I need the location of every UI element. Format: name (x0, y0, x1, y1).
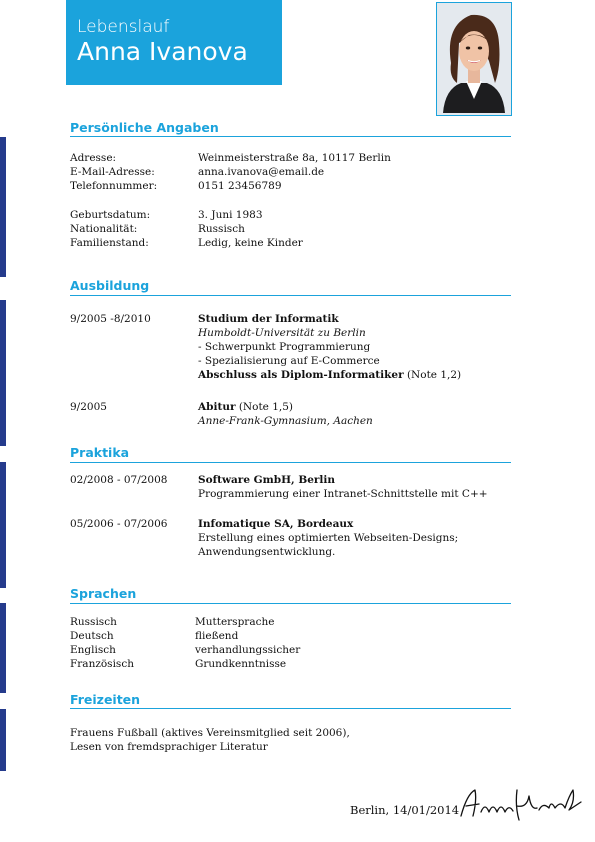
nationality-label: Nationalität: (70, 223, 138, 235)
language-level: Grundkenntnisse (195, 658, 287, 670)
hobby-line: Frauens Fußball (aktives Vereinsmitglied seit 2006), (70, 727, 350, 739)
section-title-internships: Praktika (70, 445, 130, 460)
document-subtitle: Lebenslauf (77, 17, 170, 37)
education-grade: (Note 1,5) (235, 401, 294, 413)
education-title-line (198, 400, 373, 414)
address-value: Weinmeisterstraße 8a, 10117 Berlin (198, 152, 391, 164)
nationality-value: Russisch (198, 223, 245, 235)
education-detail-line: - Spezialisierung auf E-Commerce (198, 355, 380, 367)
handwritten-signature (457, 786, 587, 829)
section-divider (70, 708, 511, 709)
phone-value: 0151 23456789 (198, 180, 282, 192)
place-and-date: Berlin, 14/01/2014 (350, 803, 460, 817)
education-details (198, 312, 461, 382)
language-name: Deutsch (70, 630, 114, 642)
address-label: Adresse: (70, 152, 117, 164)
education-details (198, 400, 373, 428)
section-title-hobbies: Freizeiten (70, 692, 141, 707)
signature-icon (457, 786, 587, 826)
marital-status-label: Familienstand: (70, 237, 149, 249)
education-date: 9/2005 -8/2010 (70, 313, 151, 325)
internship-company: Software GmbH, Berlin (198, 474, 336, 486)
sidebar-mark (0, 603, 6, 693)
education-title: Abitur (198, 401, 236, 413)
education-institution: Anne-Frank-Gymnasium, Aachen (198, 415, 373, 427)
birthdate-value: 3. Juni 1983 (198, 209, 263, 221)
internship-description: Erstellung eines optimierten Webseiten-Designs; (198, 532, 459, 544)
education-degree-line (198, 368, 461, 382)
section-divider (70, 603, 511, 604)
education-title: Studium der Informatik (198, 313, 339, 325)
language-name: Russisch (70, 616, 117, 628)
language-level: verhandlungssicher (195, 644, 301, 656)
section-title-education: Ausbildung (70, 278, 150, 293)
marital-status-value: Ledig, keine Kinder (198, 237, 303, 249)
section-divider (70, 462, 511, 463)
section-title-personal: Persönliche Angaben (70, 120, 219, 135)
section-title-languages: Sprachen (70, 586, 137, 601)
email-label: E-Mail-Adresse: (70, 166, 155, 178)
language-name: Englisch (70, 644, 116, 656)
education-date: 9/2005 (70, 401, 107, 413)
internship-date: 02/2008 - 07/2008 (70, 474, 168, 486)
internship-company: Infomatique SA, Bordeaux (198, 518, 354, 530)
sidebar-mark (0, 300, 6, 446)
section-divider (70, 136, 511, 137)
portrait-icon (437, 3, 511, 115)
language-level: Muttersprache (195, 616, 275, 628)
portrait-photo (436, 2, 512, 116)
email-value: anna.ivanova@email.de (198, 166, 325, 178)
education-institution: Humboldt-Universität zu Berlin (198, 327, 366, 339)
sidebar-mark (0, 137, 6, 277)
applicant-name: Anna Ivanova (77, 37, 248, 66)
education-degree: Abschluss als Diplom-Informatiker (198, 369, 404, 381)
internship-description: Anwendungsentwicklung. (198, 546, 336, 558)
internship-details (198, 517, 458, 559)
education-grade: (Note 1,2) (403, 369, 462, 381)
language-name: Französisch (70, 658, 134, 670)
sidebar-mark (0, 462, 6, 588)
internship-date: 05/2006 - 07/2006 (70, 518, 168, 530)
hobby-line: Lesen von fremdsprachiger Literatur (70, 741, 268, 753)
internship-details (198, 473, 488, 501)
language-level: fließend (195, 630, 239, 642)
phone-label: Telefonnummer: (70, 180, 158, 192)
section-divider (70, 295, 511, 296)
education-detail-line: - Schwerpunkt Programmierung (198, 341, 371, 353)
hobbies-text (70, 726, 511, 754)
birthdate-label: Geburtsdatum: (70, 209, 151, 221)
internship-description: Programmierung einer Intranet-Schnittstelle mit C++ (198, 488, 488, 500)
sidebar-mark (0, 709, 6, 771)
header-banner (66, 0, 282, 85)
